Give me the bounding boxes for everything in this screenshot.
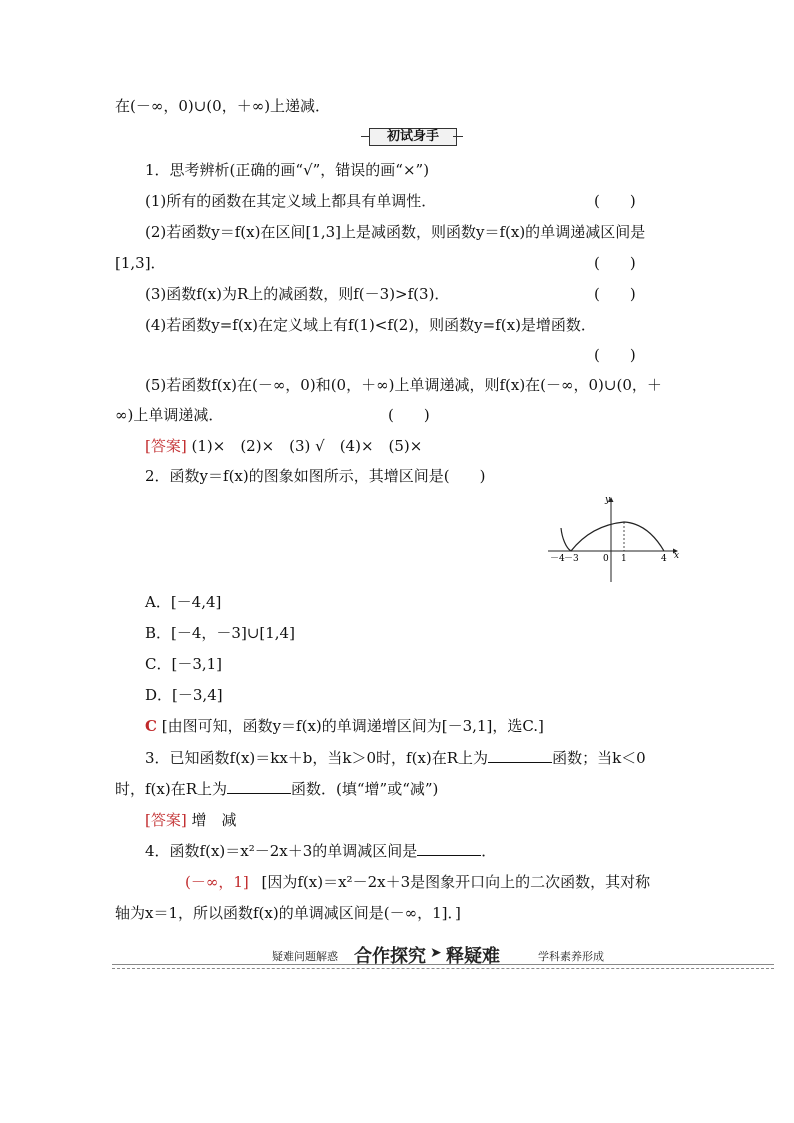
banner-right-rule	[453, 136, 463, 137]
q1-answer	[145, 436, 422, 456]
section-banner	[361, 128, 463, 146]
q1-item-4: (4)若函数y=f(x)在定义域上有f(1)<f(2)，则函数y=f(x)是增函数．	[145, 316, 596, 334]
q4-answer-line1	[185, 872, 650, 892]
q4-stem-a: 4．函数f(x)＝x²－2x＋3的单调减区间是	[145, 842, 418, 860]
q4-stem	[145, 841, 496, 861]
q2-answer-text: [由图可知，函数y＝f(x)的单调递增区间为[－3,1]，选C.]	[161, 717, 544, 735]
q2-option-c: C．[－3,1]	[145, 655, 223, 673]
q1-item-3: (3)函数f(x)为R上的减函数，则f(－3)>f(3)．	[145, 285, 450, 303]
tick-label-neg4: －4	[550, 554, 565, 564]
footer-title-a: 合作探究	[354, 946, 426, 967]
q1-item-4-paren: ( )	[594, 346, 636, 364]
q1-item-5-cont: ∞)上单调递减．	[115, 406, 224, 424]
q1-answer-text: (1)× (2)× (3) √ (4)× (5)×	[191, 437, 423, 455]
continuation-line: 在(－∞，0)∪(0，＋∞)上递减．	[115, 97, 331, 115]
q3-line2-a: 时，f(x)在R上为	[115, 780, 228, 798]
tick-label-1: 1	[621, 554, 627, 564]
y-axis-label: y	[605, 495, 611, 505]
function-graph	[544, 492, 684, 584]
q3-answer-tag: [答案]	[145, 811, 187, 829]
footer-banner	[112, 942, 774, 972]
q1-item-5: (5)若函数f(x)在(－∞，0)和(0，＋∞)上单调递减，则f(x)在(－∞，0)∪(0，＋	[145, 376, 662, 394]
function-curve	[561, 522, 664, 551]
q1-item-2-cont: [1,3]．	[115, 254, 166, 272]
q3-line1	[145, 748, 646, 768]
q4-answer-line2: 轴为x＝1，所以函数f(x)的单调减区间是(－∞，1]．]	[115, 904, 461, 922]
q1-item-1: (1)所有的函数在其定义域上都具有单调性．	[145, 192, 437, 210]
q1-item-2: (2)若函数y＝f(x)在区间[1,3]上是减函数，则函数y＝f(x)的单调递减区间是	[145, 223, 646, 241]
x-axis-label: x	[674, 551, 680, 561]
q3-line1-a: 3．已知函数f(x)＝kx＋b，当k＞0时，f(x)在R上为	[145, 749, 489, 767]
q2-option-d: D．[－3,4]	[145, 686, 223, 704]
q1-item-3-paren: ( )	[594, 285, 636, 303]
q4-blank	[417, 841, 481, 856]
q3-line2	[115, 779, 438, 799]
q4-stem-b: ．	[481, 842, 497, 860]
tick-label-4: 4	[661, 554, 667, 564]
footer-arrow-icon: ➤	[430, 945, 442, 961]
q2-option-b: B．[－4，－3]∪[1,4]	[145, 624, 295, 642]
q2-option-a: A．[－4,4]	[145, 593, 222, 611]
q4-answer-red: (－∞，1]	[185, 873, 249, 891]
q4-answer-text-1: [因为f(x)＝x²－2x＋3是图象开口向上的二次函数，其对称	[261, 873, 651, 891]
tick-label-0: 0	[603, 554, 609, 564]
q3-line1-b: 函数；当k＜0	[552, 749, 646, 767]
q1-item-2-paren: ( )	[594, 254, 636, 272]
banner-title: 初试身手	[369, 128, 457, 146]
q3-answer-text: 增 减	[191, 811, 237, 829]
footer-title-b: 释疑难	[446, 946, 500, 967]
answer-tag: [答案]	[145, 437, 187, 455]
q3-blank-2	[227, 779, 291, 794]
q1-item-5-paren: ( )	[388, 406, 430, 424]
q1-item-1-paren: ( )	[594, 192, 636, 210]
q2-answer	[145, 716, 544, 736]
q3-line2-b: 函数．(填“增”或“减”)	[291, 780, 439, 798]
footer-left-caption: 疑难问题解惑	[272, 950, 338, 963]
footer-right-caption: 学科素养形成	[538, 950, 604, 963]
q3-blank-1	[488, 748, 552, 763]
q1-stem: 1．思考辨析(正确的画“√”，错误的画“×”)	[145, 161, 430, 179]
q2-answer-letter: C	[145, 717, 157, 735]
footer-rule	[112, 964, 774, 969]
tick-label-neg3: －3	[564, 554, 579, 564]
q3-answer	[145, 810, 237, 830]
q2-stem: 2．函数y＝f(x)的图象如图所示，其增区间是( )	[145, 467, 486, 485]
